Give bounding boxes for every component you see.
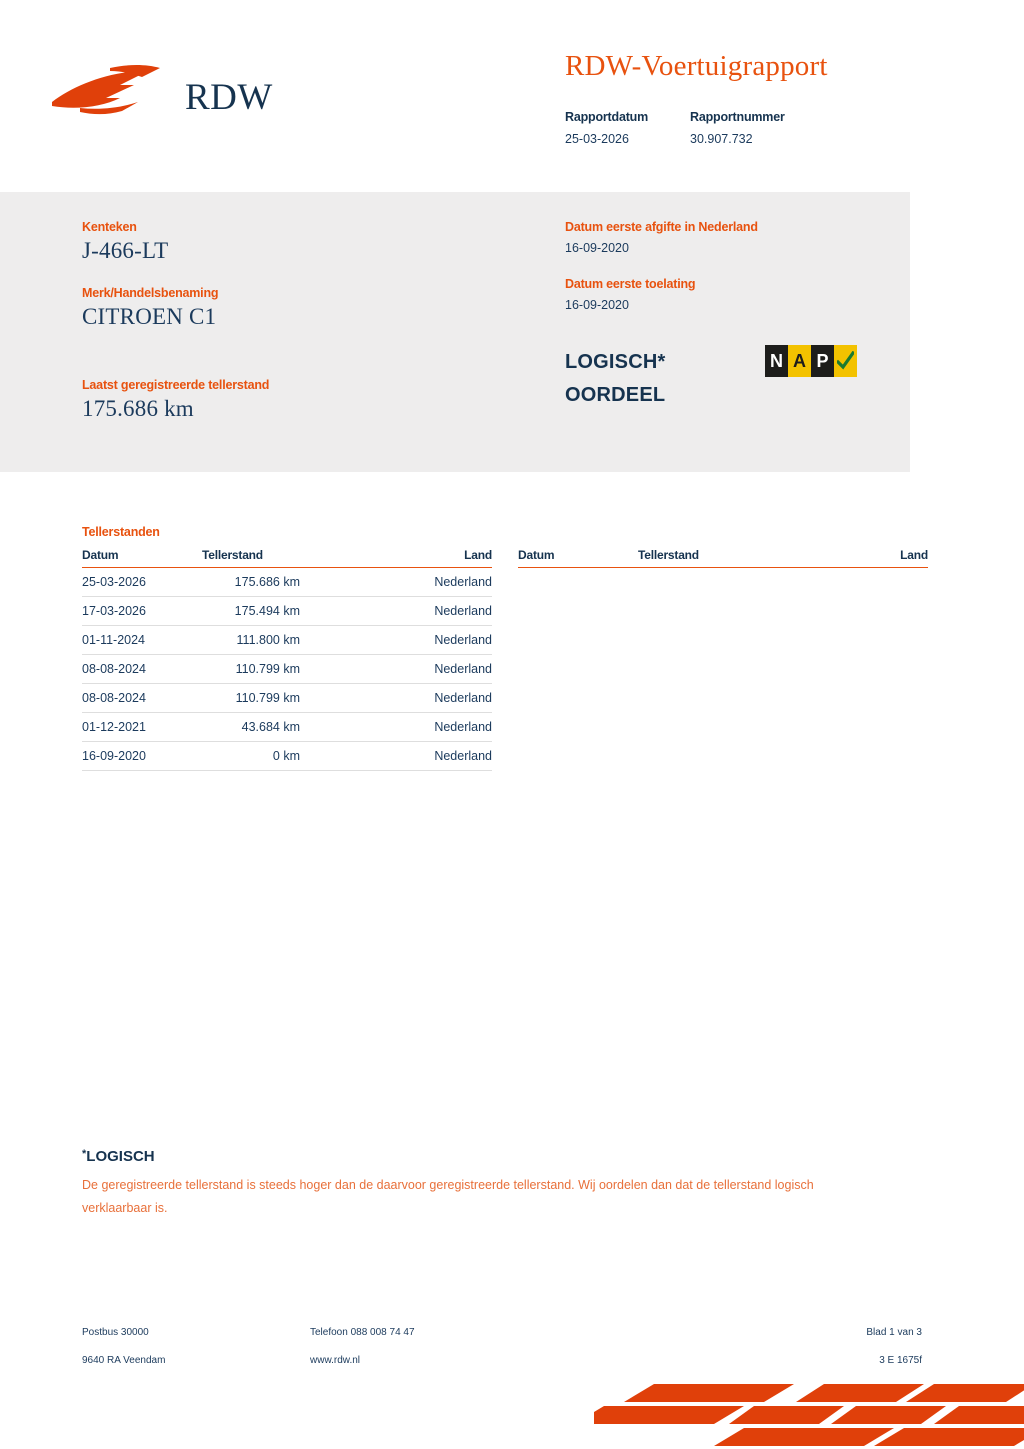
footnote-section bbox=[82, 1148, 882, 1220]
first-admission-value: 16-09-2020 bbox=[565, 298, 629, 312]
brand-label: Merk/Handelsbenaming bbox=[82, 286, 219, 300]
footnote-title-text: LOGISCH bbox=[86, 1148, 155, 1165]
odometer-readings-section bbox=[82, 525, 942, 771]
cell-date: 01-12-2021 bbox=[82, 713, 202, 742]
footnote-body: De geregistreerde tellerstand is steeds hoger dan de daarvoor geregistreerde tellerstand. Wij oordelen dan dat de tellerstand logisch verklaarbaar is. bbox=[82, 1178, 814, 1216]
plate-label: Kenteken bbox=[82, 220, 137, 234]
cell-date: 08-08-2024 bbox=[82, 684, 202, 713]
table-row bbox=[82, 684, 492, 713]
column-header-date: Datum bbox=[82, 548, 202, 568]
table-row bbox=[82, 597, 492, 626]
cell-odometer: 175.686 km bbox=[202, 568, 352, 597]
footer-website-link[interactable]: www.rdw.nl bbox=[310, 1355, 361, 1366]
cell-country: Nederland bbox=[352, 742, 492, 771]
cell-odometer: 110.799 km bbox=[202, 655, 352, 684]
first-issue-nl-value: 16-09-2020 bbox=[565, 241, 629, 255]
footer-form-code: 3 E 1675f bbox=[879, 1355, 922, 1366]
odometer-table-left bbox=[82, 548, 492, 771]
verdict-line-1: LOGISCH* bbox=[565, 351, 666, 373]
cell-date: 25-03-2026 bbox=[82, 568, 202, 597]
report-date-value: 25-03-2026 bbox=[565, 132, 629, 146]
vehicle-summary-left bbox=[82, 220, 502, 422]
cell-country: Nederland bbox=[352, 655, 492, 684]
table-header-row bbox=[518, 548, 928, 568]
footer-decoration-icon bbox=[594, 1354, 1024, 1449]
column-header-odometer: Tellerstand bbox=[638, 548, 788, 568]
table-header-row bbox=[82, 548, 492, 568]
vehicle-summary-right bbox=[565, 220, 895, 412]
document-header bbox=[0, 0, 1024, 192]
odometer-table-secondary bbox=[518, 548, 928, 568]
cell-odometer: 110.799 km bbox=[202, 684, 352, 713]
plate-value: J-466-LT bbox=[82, 238, 169, 263]
nap-checkmark-icon bbox=[834, 345, 857, 377]
table-row bbox=[82, 713, 492, 742]
nap-badge-icon bbox=[765, 345, 857, 377]
cell-date: 01-11-2024 bbox=[82, 626, 202, 655]
footer-address-line-1: Postbus 30000 bbox=[82, 1327, 149, 1338]
rdw-logo bbox=[50, 40, 350, 120]
cell-odometer: 43.684 km bbox=[202, 713, 352, 742]
cell-country: Nederland bbox=[352, 626, 492, 655]
brand-value: CITROEN C1 bbox=[82, 304, 217, 329]
table-row bbox=[82, 568, 492, 597]
first-admission-label: Datum eerste toelating bbox=[565, 277, 696, 291]
nap-letter-n: N bbox=[765, 345, 788, 377]
cell-odometer: 175.494 km bbox=[202, 597, 352, 626]
last-odometer-value: 175.686 km bbox=[82, 396, 194, 421]
odometer-readings-title: Tellerstanden bbox=[82, 525, 160, 539]
rdw-logo-mark-icon bbox=[50, 58, 175, 118]
nap-letter-p: P bbox=[811, 345, 834, 377]
table-row bbox=[82, 655, 492, 684]
cell-country: Nederland bbox=[352, 597, 492, 626]
report-number-label: Rapportnummer bbox=[690, 110, 785, 124]
footer-address-line-2: 9640 RA Veendam bbox=[82, 1355, 166, 1366]
footer-contact-line-1: Telefoon 088 008 74 47 bbox=[310, 1327, 415, 1338]
report-number-value: 30.907.732 bbox=[690, 132, 753, 146]
cell-date: 08-08-2024 bbox=[82, 655, 202, 684]
column-header-date: Datum bbox=[518, 548, 638, 568]
table-row bbox=[82, 626, 492, 655]
cell-date: 16-09-2020 bbox=[82, 742, 202, 771]
cell-country: Nederland bbox=[352, 568, 492, 597]
table-row bbox=[82, 742, 492, 771]
odometer-table bbox=[82, 548, 492, 771]
page-title: RDW-Voertuigrapport bbox=[565, 50, 828, 82]
cell-country: Nederland bbox=[352, 713, 492, 742]
verdict-line-2: OORDEEL bbox=[565, 384, 666, 406]
first-issue-nl-label: Datum eerste afgifte in Nederland bbox=[565, 220, 758, 234]
column-header-odometer: Tellerstand bbox=[202, 548, 352, 568]
footnote-star: * bbox=[82, 1148, 87, 1160]
cell-date: 17-03-2026 bbox=[82, 597, 202, 626]
footnote-title bbox=[82, 1148, 882, 1165]
cell-odometer: 0 km bbox=[202, 742, 352, 771]
last-odometer-label: Laatst geregistreerde tellerstand bbox=[82, 378, 270, 392]
rdw-logo-text: RDW bbox=[185, 77, 273, 118]
report-meta bbox=[565, 110, 815, 146]
report-date-label: Rapportdatum bbox=[565, 110, 649, 124]
footer-page-number: Blad 1 van 3 bbox=[866, 1327, 922, 1338]
nap-letter-a: A bbox=[788, 345, 811, 377]
column-header-country: Land bbox=[352, 548, 492, 568]
cell-country: Nederland bbox=[352, 684, 492, 713]
vehicle-summary-banner bbox=[0, 192, 910, 472]
odometer-table-right bbox=[518, 548, 928, 771]
cell-odometer: 111.800 km bbox=[202, 626, 352, 655]
column-header-country: Land bbox=[788, 548, 928, 568]
